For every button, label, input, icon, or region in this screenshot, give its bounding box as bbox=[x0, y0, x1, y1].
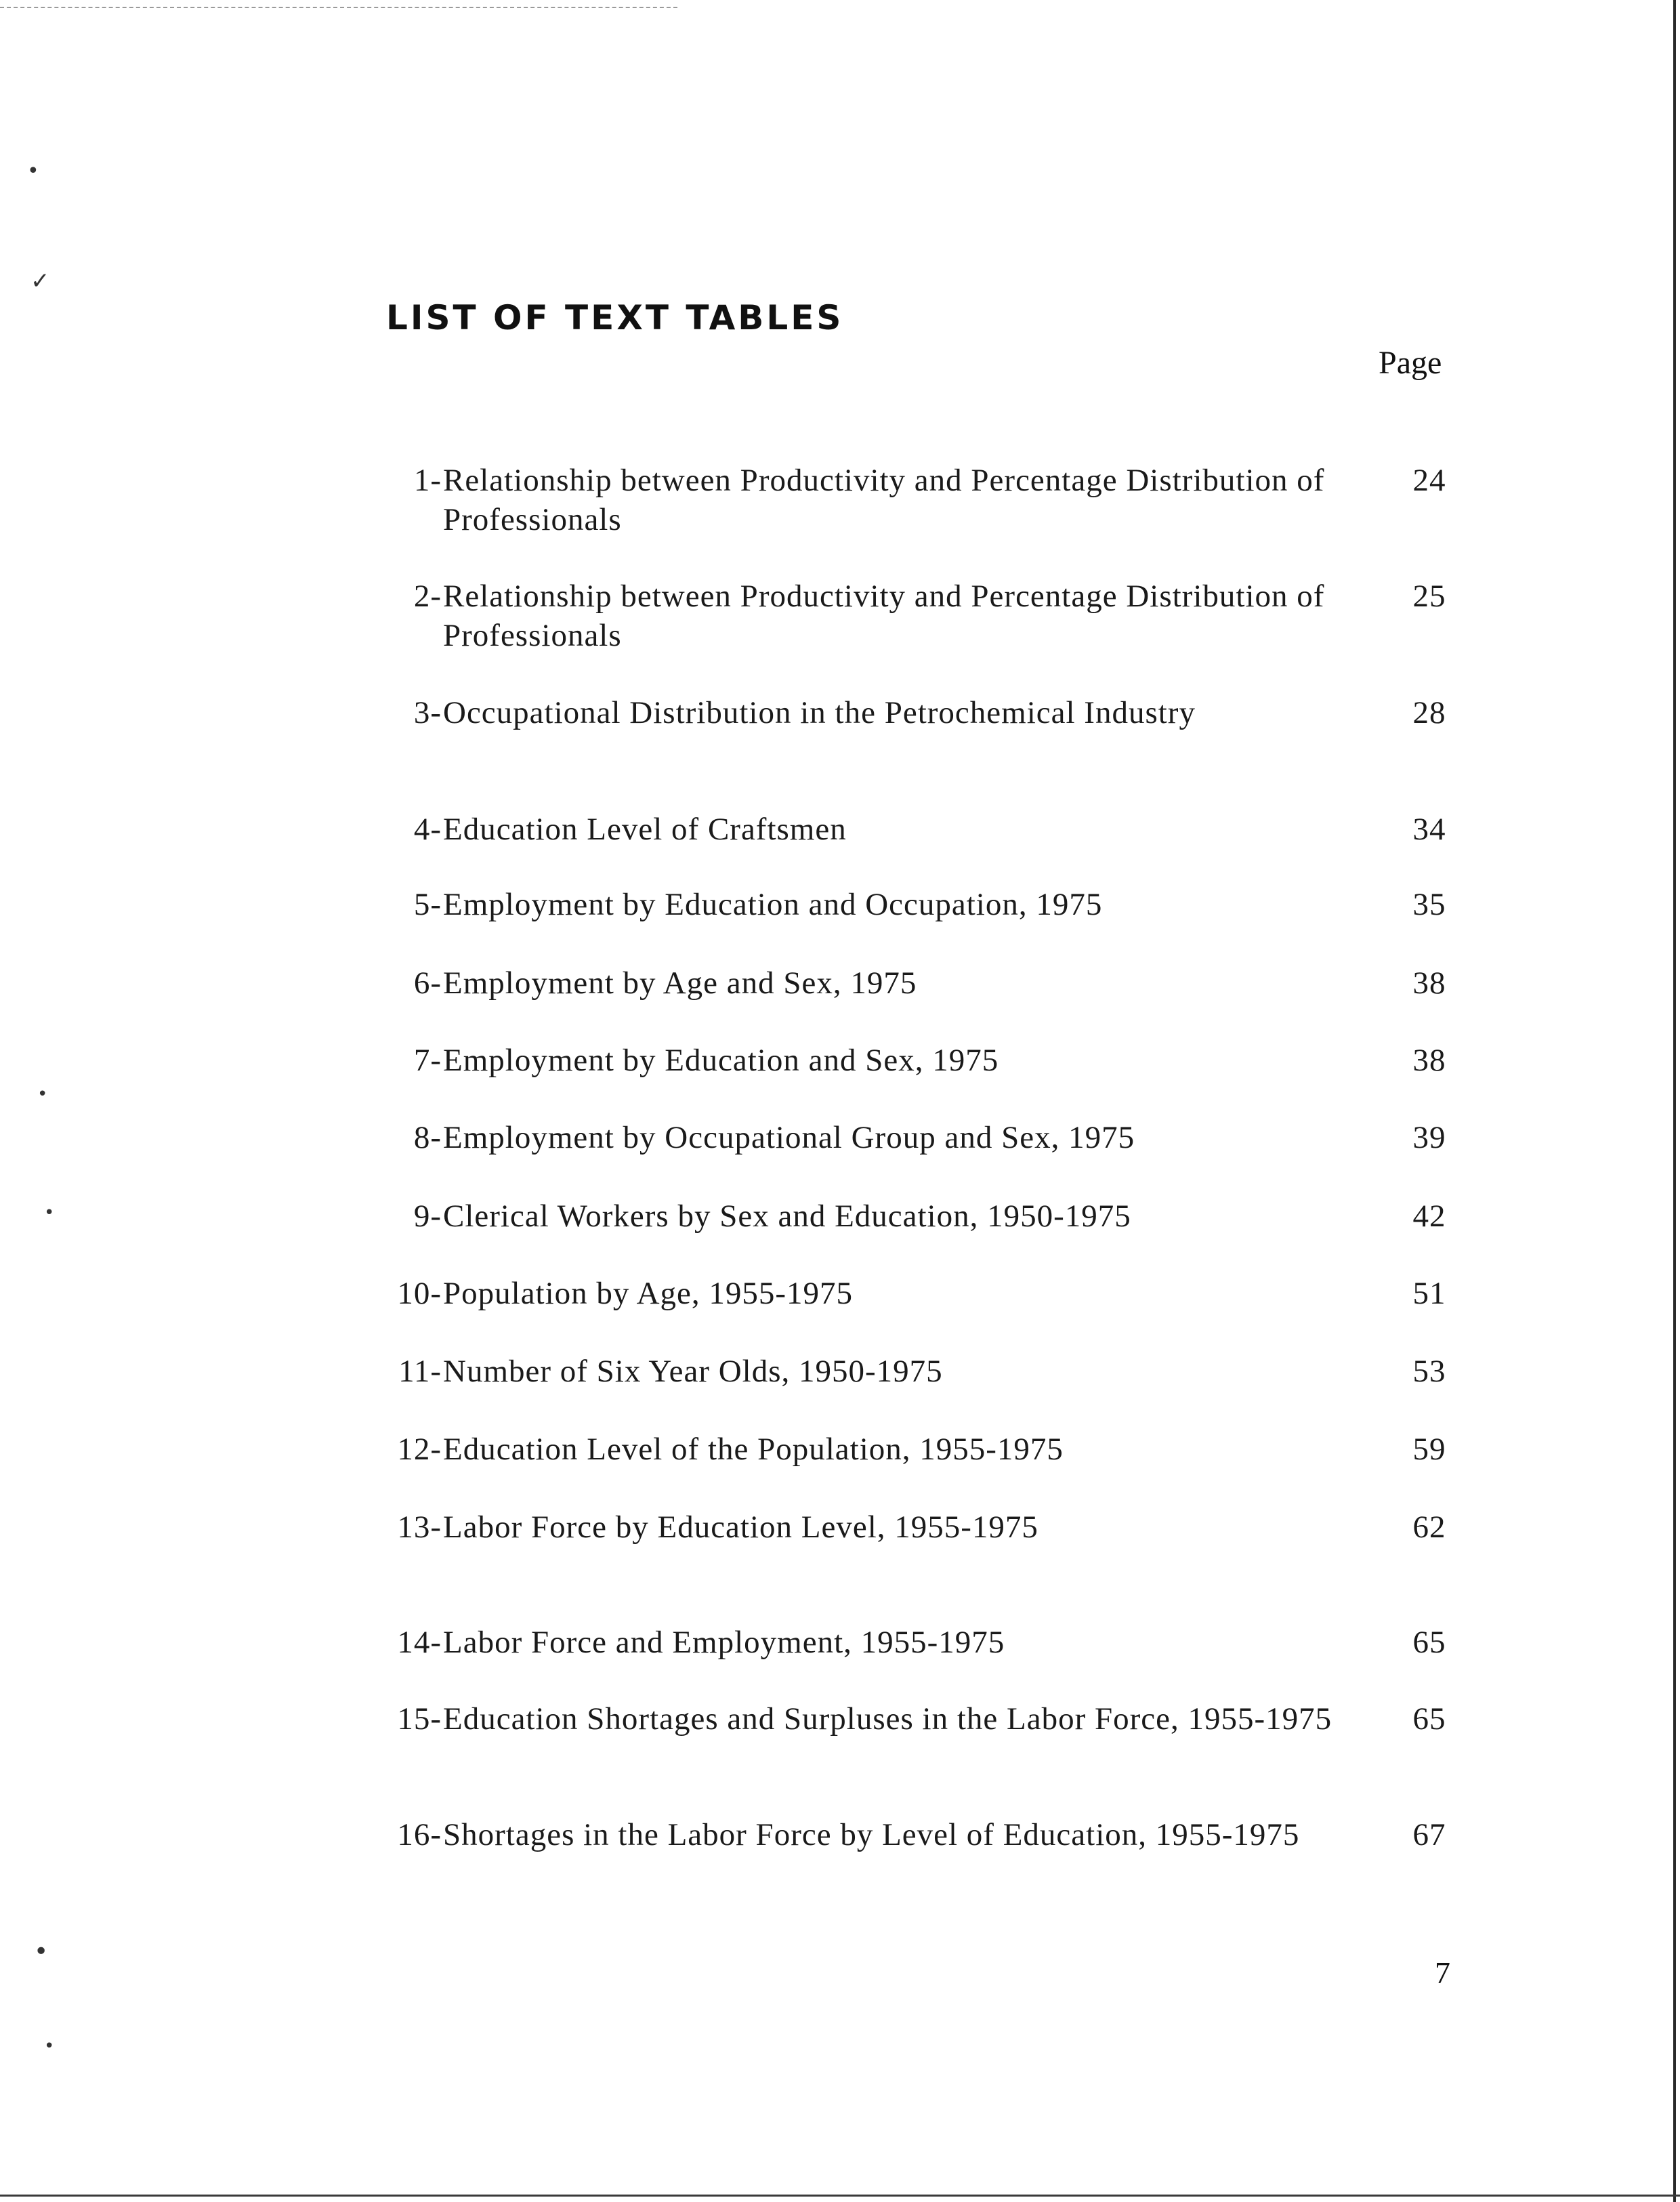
entry-number: 5- bbox=[413, 887, 442, 922]
entry-title: Clerical Workers by Sex and Education, 1950-1975 bbox=[443, 1199, 1131, 1234]
entry-number: 16- bbox=[397, 1817, 442, 1852]
entry-page: 51 bbox=[1412, 1276, 1446, 1311]
entry-page: 62 bbox=[1412, 1510, 1446, 1545]
scan-speck-mark: • bbox=[37, 1084, 48, 1104]
entry-title: Relationship between Productivity and Percentage Distribution of Professionals bbox=[443, 463, 1325, 537]
entry-number: 1- bbox=[413, 463, 442, 498]
page-column-header: Page bbox=[1379, 345, 1442, 381]
entry-number: 15- bbox=[397, 1701, 442, 1737]
entry-title: Labor Force by Education Level, 1955-1975 bbox=[443, 1510, 1038, 1545]
page-title: LIST OF TEXT TABLES bbox=[386, 298, 844, 337]
entry-title: Number of Six Year Olds, 1950-1975 bbox=[443, 1354, 943, 1389]
entry-page: 39 bbox=[1412, 1120, 1446, 1155]
entry-number: 12- bbox=[397, 1432, 442, 1467]
entry-number: 10- bbox=[397, 1276, 442, 1311]
entry-title: Employment by Age and Sex, 1975 bbox=[443, 965, 917, 1001]
scan-speck-mark: • bbox=[27, 159, 39, 183]
scan-speck-mark: • bbox=[34, 1938, 49, 1966]
entry-title: Employment by Education and Occupation, 1975 bbox=[443, 887, 1103, 922]
scan-speck-mark: • bbox=[44, 1203, 55, 1223]
entry-title: Population by Age, 1955-1975 bbox=[443, 1276, 854, 1311]
entry-number: 4- bbox=[413, 812, 442, 847]
entry-page: 38 bbox=[1412, 965, 1446, 1001]
entry-page: 59 bbox=[1412, 1432, 1446, 1467]
entry-page: 35 bbox=[1412, 887, 1446, 922]
entry-page: 34 bbox=[1412, 812, 1446, 847]
entry-number: 14- bbox=[397, 1625, 442, 1660]
entry-number: 3- bbox=[413, 695, 442, 730]
entry-title: Labor Force and Employment, 1955-1975 bbox=[443, 1625, 1005, 1660]
entry-title: Shortages in the Labor Force by Level of Education, 1955-1975 bbox=[443, 1817, 1300, 1852]
entry-page: 38 bbox=[1412, 1043, 1446, 1078]
entry-title: Occupational Distribution in the Petrochemical Industry bbox=[443, 695, 1196, 730]
entry-page: 24 bbox=[1412, 463, 1446, 498]
page-number: 7 bbox=[1435, 1955, 1450, 1990]
entry-page: 65 bbox=[1412, 1701, 1446, 1737]
entry-title: Employment by Education and Sex, 1975 bbox=[443, 1043, 999, 1078]
entry-number: 7- bbox=[413, 1043, 442, 1078]
entry-page: 42 bbox=[1412, 1199, 1446, 1234]
entry-title: Relationship between Productivity and Percentage Distribution of Professionals bbox=[443, 579, 1325, 653]
entry-title: Education Level of Craftsmen bbox=[443, 812, 847, 847]
scan-top-rule bbox=[0, 7, 677, 8]
entry-number: 11- bbox=[398, 1354, 442, 1389]
scan-speck-mark: ✓ bbox=[30, 268, 50, 295]
entry-page: 53 bbox=[1412, 1354, 1446, 1389]
scan-bottom-edge bbox=[0, 2195, 1680, 2197]
entry-number: 2- bbox=[413, 579, 442, 614]
scan-speck-mark: • bbox=[44, 2036, 55, 2056]
entry-number: 13- bbox=[397, 1510, 442, 1545]
entry-page: 25 bbox=[1412, 579, 1446, 614]
entry-title: Employment by Occupational Group and Sex, 1975 bbox=[443, 1120, 1135, 1155]
entry-title: Education Shortages and Surpluses in the Labor Force, 1955-1975 bbox=[443, 1701, 1332, 1737]
entry-number: 8- bbox=[413, 1120, 442, 1155]
scan-right-edge bbox=[1673, 0, 1676, 2202]
entry-page: 67 bbox=[1412, 1817, 1446, 1852]
entry-page: 65 bbox=[1412, 1625, 1446, 1660]
entry-number: 6- bbox=[413, 965, 442, 1001]
entry-title: Education Level of the Population, 1955-1975 bbox=[443, 1432, 1064, 1467]
entry-page: 28 bbox=[1412, 695, 1446, 730]
entry-number: 9- bbox=[413, 1199, 442, 1234]
